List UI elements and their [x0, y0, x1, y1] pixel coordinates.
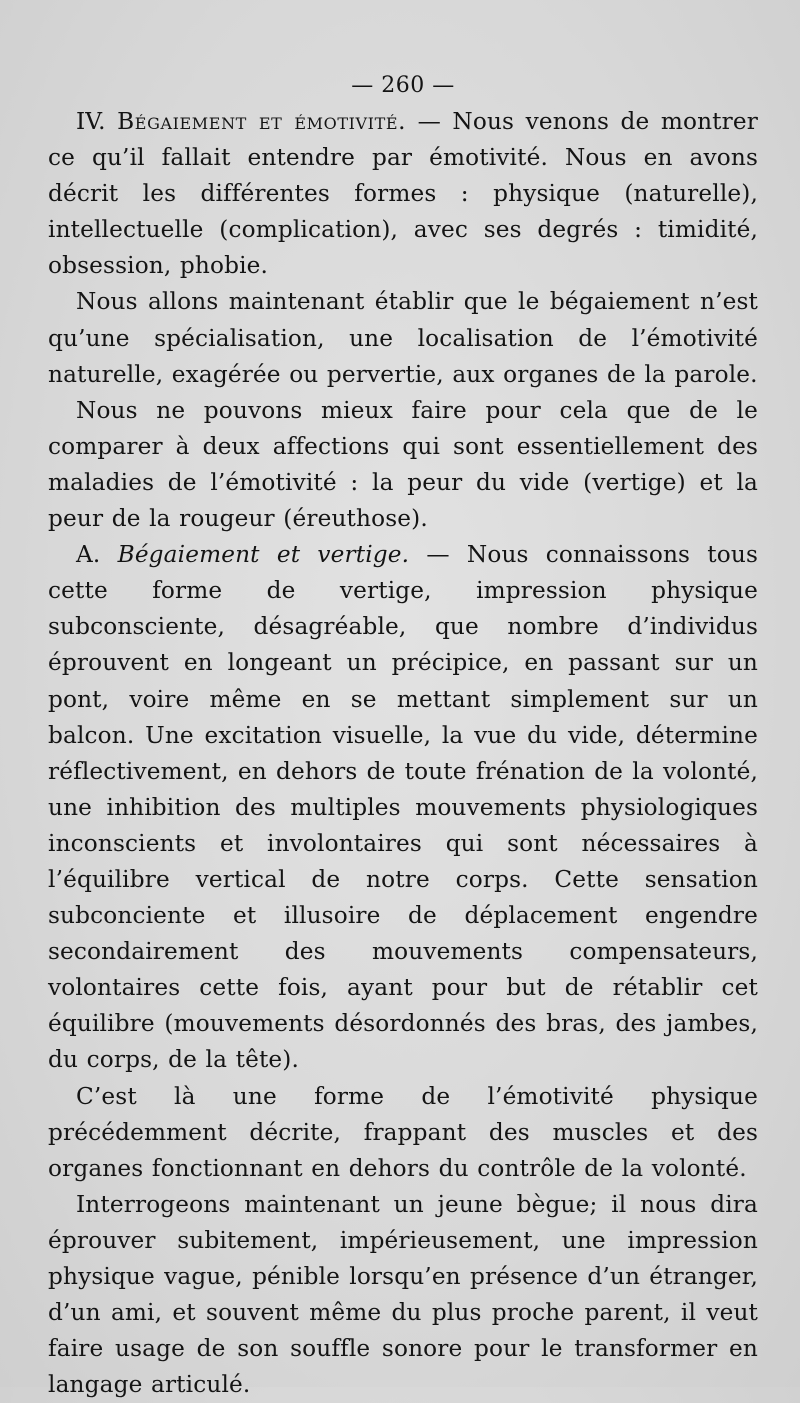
paragraph-jeune-begue: Interrogeons maintenant un jeune bègue; il nous dira éprouver subitement, impérieusement, une impression physique vague, pénible lorsqu’en présence d’un étranger, d’un ami, et souvent même du plus proche parent, il veut faire usage de son souffle sonore pour le transformer en langage articulé.	[48, 1190, 758, 1399]
subsection-letter: A.	[76, 541, 101, 569]
section-title: Bégaiement et émotivité.	[117, 108, 407, 135]
paragraph-specialisation: Nous allons maintenant établir que le bégaiement n’est qu’une spécialisation, une localisation de l’émotivité naturelle, exagérée ou pervertie, aux organes de la parole.	[48, 288, 758, 388]
subsection-dash: —	[409, 541, 467, 569]
paragraph-emotivite-physique: C’est là une forme de l’émotivité physique précédemment décrite, frappant des muscles et des organes fonctionnant en dehors du contrôle de la volonté.	[48, 1082, 758, 1182]
paragraph-comparaison: Nous ne pouvons mieux faire pour cela que de le comparer à deux affections qui sont essentiellement des maladies de l’émotivité : la peur du vide (vertige) et la peur de la rougeur (éreuthose).	[48, 396, 758, 533]
section-intro-text: Nous venons de montrer ce qu’il fallait entendre par émotivité. Nous en avons décrit les différentes formes : physique (naturelle), intellectuelle (complication), avec ses degrés : timidité, obsession, phobie.	[48, 108, 758, 280]
section-numeral: IV.	[76, 108, 106, 135]
subsection-vertige-paragraph	[48, 537, 758, 1078]
page-number: — 260 —	[351, 73, 455, 98]
section-dash: —	[406, 108, 453, 135]
subsection-text: Nous connaissons tous cette forme de vertige, impression physique subconsciente, désagréable, que nombre d’individus éprouvent en longeant un précipice, en passant sur un pont, voire même en se mettant simplement sur un balcon. Une excitation visuelle, la vue du vide, détermine réflectivement, en dehors de toute frénation de la volonté, une inhibition des multiples mouvements physiologiques inconscients et involontaires qui sont nécessaires à l’équilibre vertical de notre corps. Cette sensation subconciente et illusoire de déplacement engendre secondairement des mouvements compensateurs, volontaires cette fois, ayant pour but de rétablir cet équilibre (mouvements désordonnés des bras, des jambes, du corps, de la tête).	[48, 541, 758, 1074]
subsection-title: Bégaiement et vertige.	[117, 541, 410, 569]
section-intro-paragraph	[48, 104, 758, 284]
